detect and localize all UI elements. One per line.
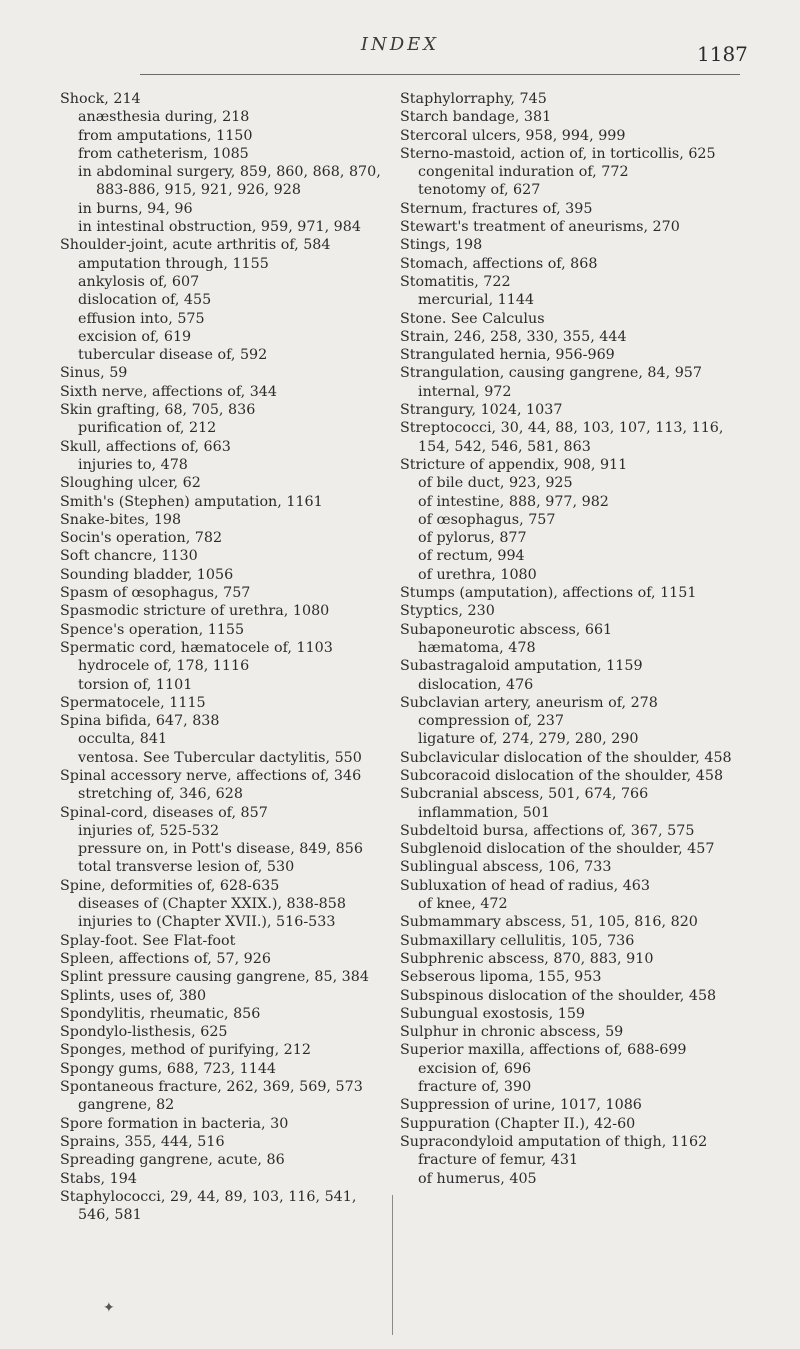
index-subentry: hydrocele of, 178, 1116 bbox=[78, 658, 250, 675]
index-entry: Spongy gums, 688, 723, 1144 bbox=[60, 1060, 277, 1077]
index-subentry: of humerus, 405 bbox=[418, 1170, 537, 1187]
index-subentry: purification of, 212 bbox=[78, 420, 217, 437]
index-entry: Sounding bladder, 1056 bbox=[60, 566, 234, 583]
index-entry: Stercoral ulcers, 958, 994, 999 bbox=[400, 127, 626, 144]
index-entry: Splints, uses of, 380 bbox=[60, 987, 207, 1004]
index-subentry: pressure on, in Pott's disease, 849, 856 bbox=[78, 841, 363, 858]
index-entry: Sprains, 355, 444, 516 bbox=[60, 1133, 225, 1150]
index-entry: Stumps (amputation), affections of, 1151 bbox=[400, 585, 697, 602]
index-entry: Submaxillary cellulitis, 105, 736 bbox=[400, 932, 635, 949]
index-subentry: tubercular disease of, 592 bbox=[78, 347, 268, 364]
index-entry: Skull, affections of, 663 bbox=[60, 438, 231, 455]
index-entry: Spasmodic stricture of urethra, 1080 bbox=[60, 603, 330, 620]
index-subentry: excision of, 696 bbox=[418, 1060, 532, 1077]
index-entry: Shock, 214 bbox=[60, 91, 141, 107]
index-entry: Subphrenic abscess, 870, 883, 910 bbox=[400, 950, 654, 967]
index-entry: Splay-foot. See Flat-foot bbox=[60, 932, 236, 949]
index-subentry: from amputations, 1150 bbox=[78, 127, 253, 144]
index-subentry: dislocation, 476 bbox=[418, 676, 534, 693]
index-subentry: fracture of, 390 bbox=[418, 1079, 532, 1096]
index-entry: Subaponeurotic abscess, 661 bbox=[400, 621, 613, 638]
index-subentry: from catheterism, 1085 bbox=[78, 145, 249, 162]
index-subentry: in burns, 94, 96 bbox=[78, 200, 193, 217]
index-entry: Subastragaloid amputation, 1159 bbox=[400, 658, 643, 675]
index-entry: Stewart's treatment of aneurisms, 270 bbox=[400, 219, 680, 236]
index-entry: Stomatitis, 722 bbox=[400, 273, 511, 290]
index-entry: Subspinous dislocation of the shoulder, 458 bbox=[400, 987, 717, 1004]
header-rule bbox=[140, 74, 740, 75]
index-entry: Spondylo-listhesis, 625 bbox=[60, 1024, 228, 1041]
index-subentry: hæmatoma, 478 bbox=[418, 639, 536, 656]
index-entry: Strain, 246, 258, 330, 355, 444 bbox=[400, 328, 627, 345]
index-entry: Strangulation, causing gangrene, 84, 957 bbox=[400, 365, 702, 382]
index-entry: Subglenoid dislocation of the shoulder, 457 bbox=[400, 841, 715, 858]
index-entry: Subcoracoid dislocation of the shoulder, 458 bbox=[400, 767, 724, 784]
index-subentry: amputation through, 1155 bbox=[78, 255, 269, 272]
page-header-title: INDEX bbox=[360, 34, 440, 55]
column-divider bbox=[392, 1195, 393, 1335]
index-subentry: effusion into, 575 bbox=[78, 310, 205, 327]
index-entry: Streptococci, 30, 44, 88, 103, 107, 113, 116, 154, 542, 546, 581, 863 bbox=[400, 420, 724, 455]
index-entry: Stricture of appendix, 908, 911 bbox=[400, 456, 628, 473]
index-subentry: of urethra, 1080 bbox=[418, 566, 537, 583]
index-entry: Suppuration (Chapter II.), 42-60 bbox=[400, 1115, 636, 1132]
index-subentry: of rectum, 994 bbox=[418, 548, 525, 565]
index-entry: Socin's operation, 782 bbox=[60, 530, 223, 547]
index-entry: Sixth nerve, affections of, 344 bbox=[60, 383, 277, 400]
index-entry: Strangulated hernia, 956-969 bbox=[400, 347, 615, 364]
index-entry: Styptics, 230 bbox=[400, 603, 495, 620]
index-entry: Spontaneous fracture, 262, 369, 569, 573 bbox=[60, 1079, 363, 1096]
index-entry: Stone. See Calculus bbox=[400, 310, 545, 327]
index-subentry: injuries to (Chapter XVII.), 516-533 bbox=[78, 914, 336, 931]
index-entry: Skin grafting, 68, 705, 836 bbox=[60, 402, 256, 419]
index-subentry: ankylosis of, 607 bbox=[78, 273, 200, 290]
printer-mark-icon: ✦ bbox=[103, 1300, 115, 1316]
index-entry: Sterno-mastoid, action of, in torticollis, 625 bbox=[400, 145, 716, 162]
index-subentry: injuries of, 525-532 bbox=[78, 822, 220, 839]
index-subentry: of intestine, 888, 977, 982 bbox=[418, 493, 609, 510]
index-entry: Stings, 198 bbox=[400, 237, 483, 254]
index-subentry: in abdominal surgery, 859, 860, 868, 870, 883-886, 915, 921, 926, 928 bbox=[78, 164, 381, 199]
index-subentry: of bile duct, 923, 925 bbox=[418, 475, 573, 492]
index-entry: Spermatocele, 1115 bbox=[60, 694, 206, 711]
index-entry: Splint pressure causing gangrene, 85, 384 bbox=[60, 969, 369, 986]
index-entry: Subclavicular dislocation of the shoulder, 458 bbox=[400, 749, 732, 766]
index-subentry: tenotomy of, 627 bbox=[418, 182, 541, 199]
index-entry: Strangury, 1024, 1037 bbox=[400, 402, 563, 419]
index-entry: Subluxation of head of radius, 463 bbox=[400, 877, 650, 894]
index-column-right bbox=[400, 90, 748, 1188]
index-entry: Sebserous lipoma, 155, 953 bbox=[400, 969, 602, 986]
index-entry: Spore formation in bacteria, 30 bbox=[60, 1115, 289, 1132]
index-subentry: ventosa. See Tubercular dactylitis, 550 bbox=[78, 749, 362, 766]
index-entry: Stabs, 194 bbox=[60, 1170, 137, 1187]
index-subentry: dislocation of, 455 bbox=[78, 292, 212, 309]
index-entry: Sulphur in chronic abscess, 59 bbox=[400, 1024, 624, 1041]
index-subentry: of pylorus, 877 bbox=[418, 530, 527, 547]
index-entry: Spermatic cord, hæmatocele of, 1103 bbox=[60, 639, 333, 656]
index-entry: Sublingual abscess, 106, 733 bbox=[400, 859, 612, 876]
index-entry: Spina bifida, 647, 838 bbox=[60, 713, 220, 730]
index-entry: Spondylitis, rheumatic, 856 bbox=[60, 1005, 261, 1022]
index-subentry: anæsthesia during, 218 bbox=[78, 109, 250, 126]
index-entry: Staphylococci, 29, 44, 89, 103, 116, 541, 546, 581 bbox=[60, 1188, 357, 1224]
index-subentry: stretching of, 346, 628 bbox=[78, 786, 243, 803]
index-entry: Suppression of urine, 1017, 1086 bbox=[400, 1097, 642, 1114]
index-subentry: of œsophagus, 757 bbox=[418, 511, 556, 528]
index-entry: Subdeltoid bursa, affections of, 367, 575 bbox=[400, 822, 695, 839]
index-subentry: gangrene, 82 bbox=[78, 1097, 175, 1114]
page-number: 1187 bbox=[697, 42, 748, 66]
index-subentry: injuries to, 478 bbox=[78, 456, 188, 473]
index-entry: Spreading gangrene, acute, 86 bbox=[60, 1152, 285, 1169]
index-entry: Smith's (Stephen) amputation, 1161 bbox=[60, 493, 323, 510]
index-entry: Submammary abscess, 51, 105, 816, 820 bbox=[400, 914, 698, 931]
index-column-left bbox=[60, 90, 390, 1224]
index-subentry: in intestinal obstruction, 959, 971, 984 bbox=[78, 219, 361, 236]
index-subentry: ligature of, 274, 279, 280, 290 bbox=[418, 731, 639, 748]
index-subentry: total transverse lesion of, 530 bbox=[78, 859, 295, 876]
index-subentry: fracture of femur, 431 bbox=[418, 1152, 579, 1169]
index-entry: Spine, deformities of, 628-635 bbox=[60, 877, 280, 894]
index-entry: Staphylorraphy, 745 bbox=[400, 91, 547, 107]
index-subentry: occulta, 841 bbox=[78, 731, 168, 748]
index-entry: Spinal accessory nerve, affections of, 346 bbox=[60, 767, 362, 784]
index-subentry: of knee, 472 bbox=[418, 896, 508, 913]
index-entry: Spinal-cord, diseases of, 857 bbox=[60, 804, 268, 821]
index-entry: Spleen, affections of, 57, 926 bbox=[60, 950, 271, 967]
index-entry: Sternum, fractures of, 395 bbox=[400, 200, 593, 217]
index-subentry: mercurial, 1144 bbox=[418, 292, 535, 309]
index-entry: Sinus, 59 bbox=[60, 365, 128, 382]
index-entry: Starch bandage, 381 bbox=[400, 109, 552, 126]
index-entry: Superior maxilla, affections of, 688-699 bbox=[400, 1042, 687, 1059]
index-subentry: congenital induration of, 772 bbox=[418, 164, 629, 181]
index-entry: Stomach, affections of, 868 bbox=[400, 255, 598, 272]
index-subentry: diseases of (Chapter XXIX.), 838-858 bbox=[78, 896, 346, 913]
index-entry: Soft chancre, 1130 bbox=[60, 548, 198, 565]
index-entry: Snake-bites, 198 bbox=[60, 511, 182, 528]
index-entry: Sponges, method of purifying, 212 bbox=[60, 1042, 311, 1059]
index-entry: Subcranial abscess, 501, 674, 766 bbox=[400, 786, 649, 803]
index-entry: Sloughing ulcer, 62 bbox=[60, 475, 201, 492]
index-entry: Subungual exostosis, 159 bbox=[400, 1005, 586, 1022]
index-subentry: compression of, 237 bbox=[418, 713, 564, 730]
index-subentry: internal, 972 bbox=[418, 383, 512, 400]
index-subentry: torsion of, 1101 bbox=[78, 676, 193, 693]
index-subentry: excision of, 619 bbox=[78, 328, 192, 345]
index-subentry: inflammation, 501 bbox=[418, 804, 550, 821]
index-entry: Shoulder-joint, acute arthritis of, 584 bbox=[60, 237, 331, 254]
index-entry: Spence's operation, 1155 bbox=[60, 621, 245, 638]
index-entry: Subclavian artery, aneurism of, 278 bbox=[400, 694, 658, 711]
index-entry: Supracondyloid amputation of thigh, 1162 bbox=[400, 1133, 708, 1150]
index-entry: Spasm of œsophagus, 757 bbox=[60, 585, 251, 602]
